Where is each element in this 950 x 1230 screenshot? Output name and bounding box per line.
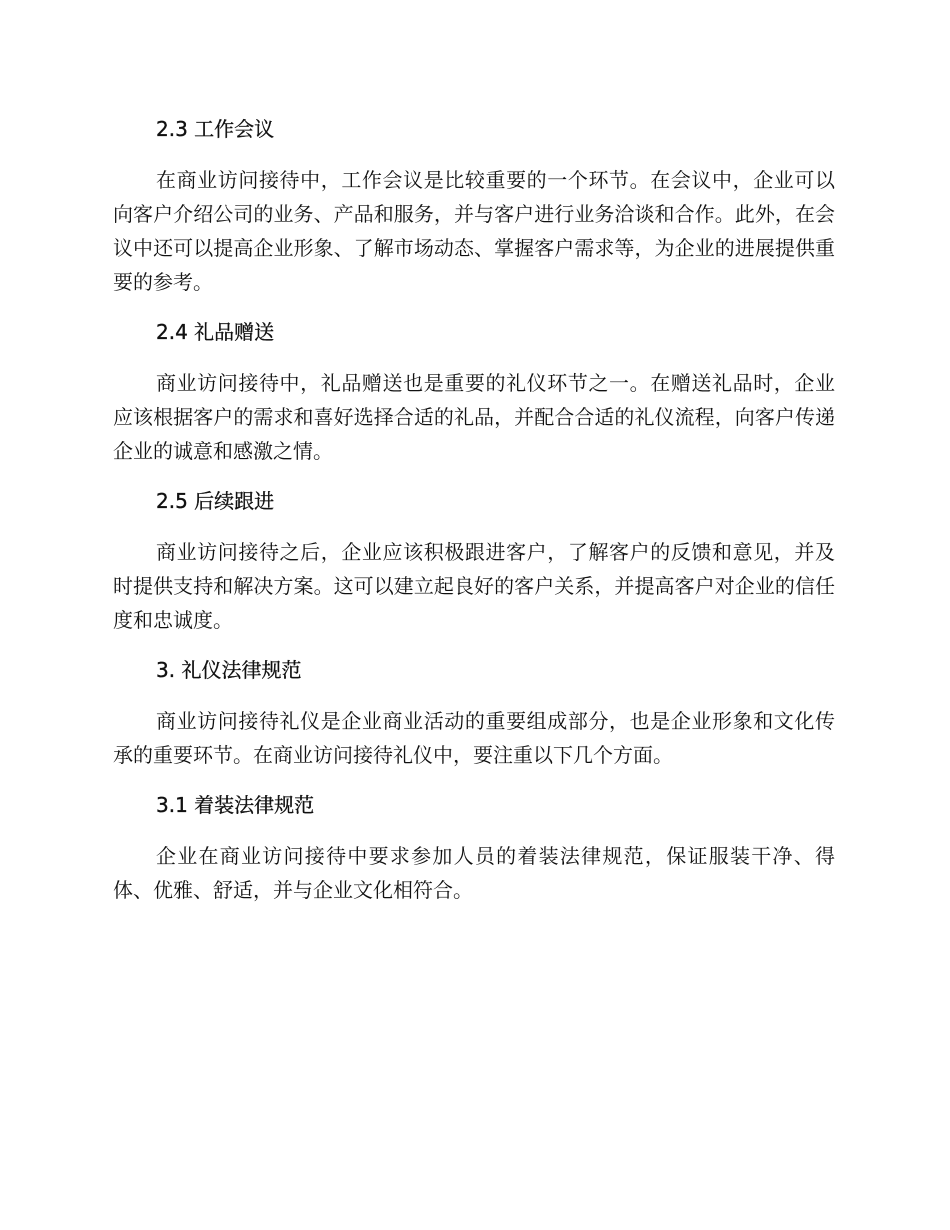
section-paragraph-2-4: 商业访问接待中，礼品赠送也是重要的礼仪环节之一。在赠送礼品时，企业应该根据客户的需求和喜好选择合适的礼品，并配合合适的礼仪流程，向客户传递企业的诚意和感激之情。 <box>113 371 835 463</box>
section-heading-2-4: 2.4 礼品赠送 <box>156 320 275 344</box>
section-paragraph-2-5: 商业访问接待之后，企业应该积极跟进客户，了解客户的反馈和意见，并及时提供支持和解决方案。这可以建立起良好的客户关系，并提高客户对企业的信任度和忠诚度。 <box>113 540 835 632</box>
section-heading-3-1: 3.1 着装法律规范 <box>156 793 315 817</box>
section-heading-2-5: 2.5 后续跟进 <box>156 489 275 513</box>
section-paragraph-3: 商业访问接待礼仪是企业商业活动的重要组成部分，也是企业形象和文化传承的重要环节。在商业访问接待礼仪中，要注重以下几个方面。 <box>113 709 835 767</box>
section-heading-3: 3. 礼仪法律规范 <box>156 658 302 682</box>
section-heading-2-3: 2.3 工作会议 <box>156 117 275 141</box>
section-paragraph-2-3: 在商业访问接待中，工作会议是比较重要的一个环节。在会议中，企业可以向客户介绍公司的业务、产品和服务，并与客户进行业务洽谈和合作。此外，在会议中还可以提高企业形象、了解市场动态、掌握客户需求等，为企业的进展提供重要的参考。 <box>113 168 835 294</box>
section-paragraph-3-1: 企业在商业访问接待中要求参加人员的着装法律规范，保证服装干净、得体、优雅、舒适，并与企业文化相符合。 <box>113 844 835 902</box>
document-body <box>113 112 835 907</box>
